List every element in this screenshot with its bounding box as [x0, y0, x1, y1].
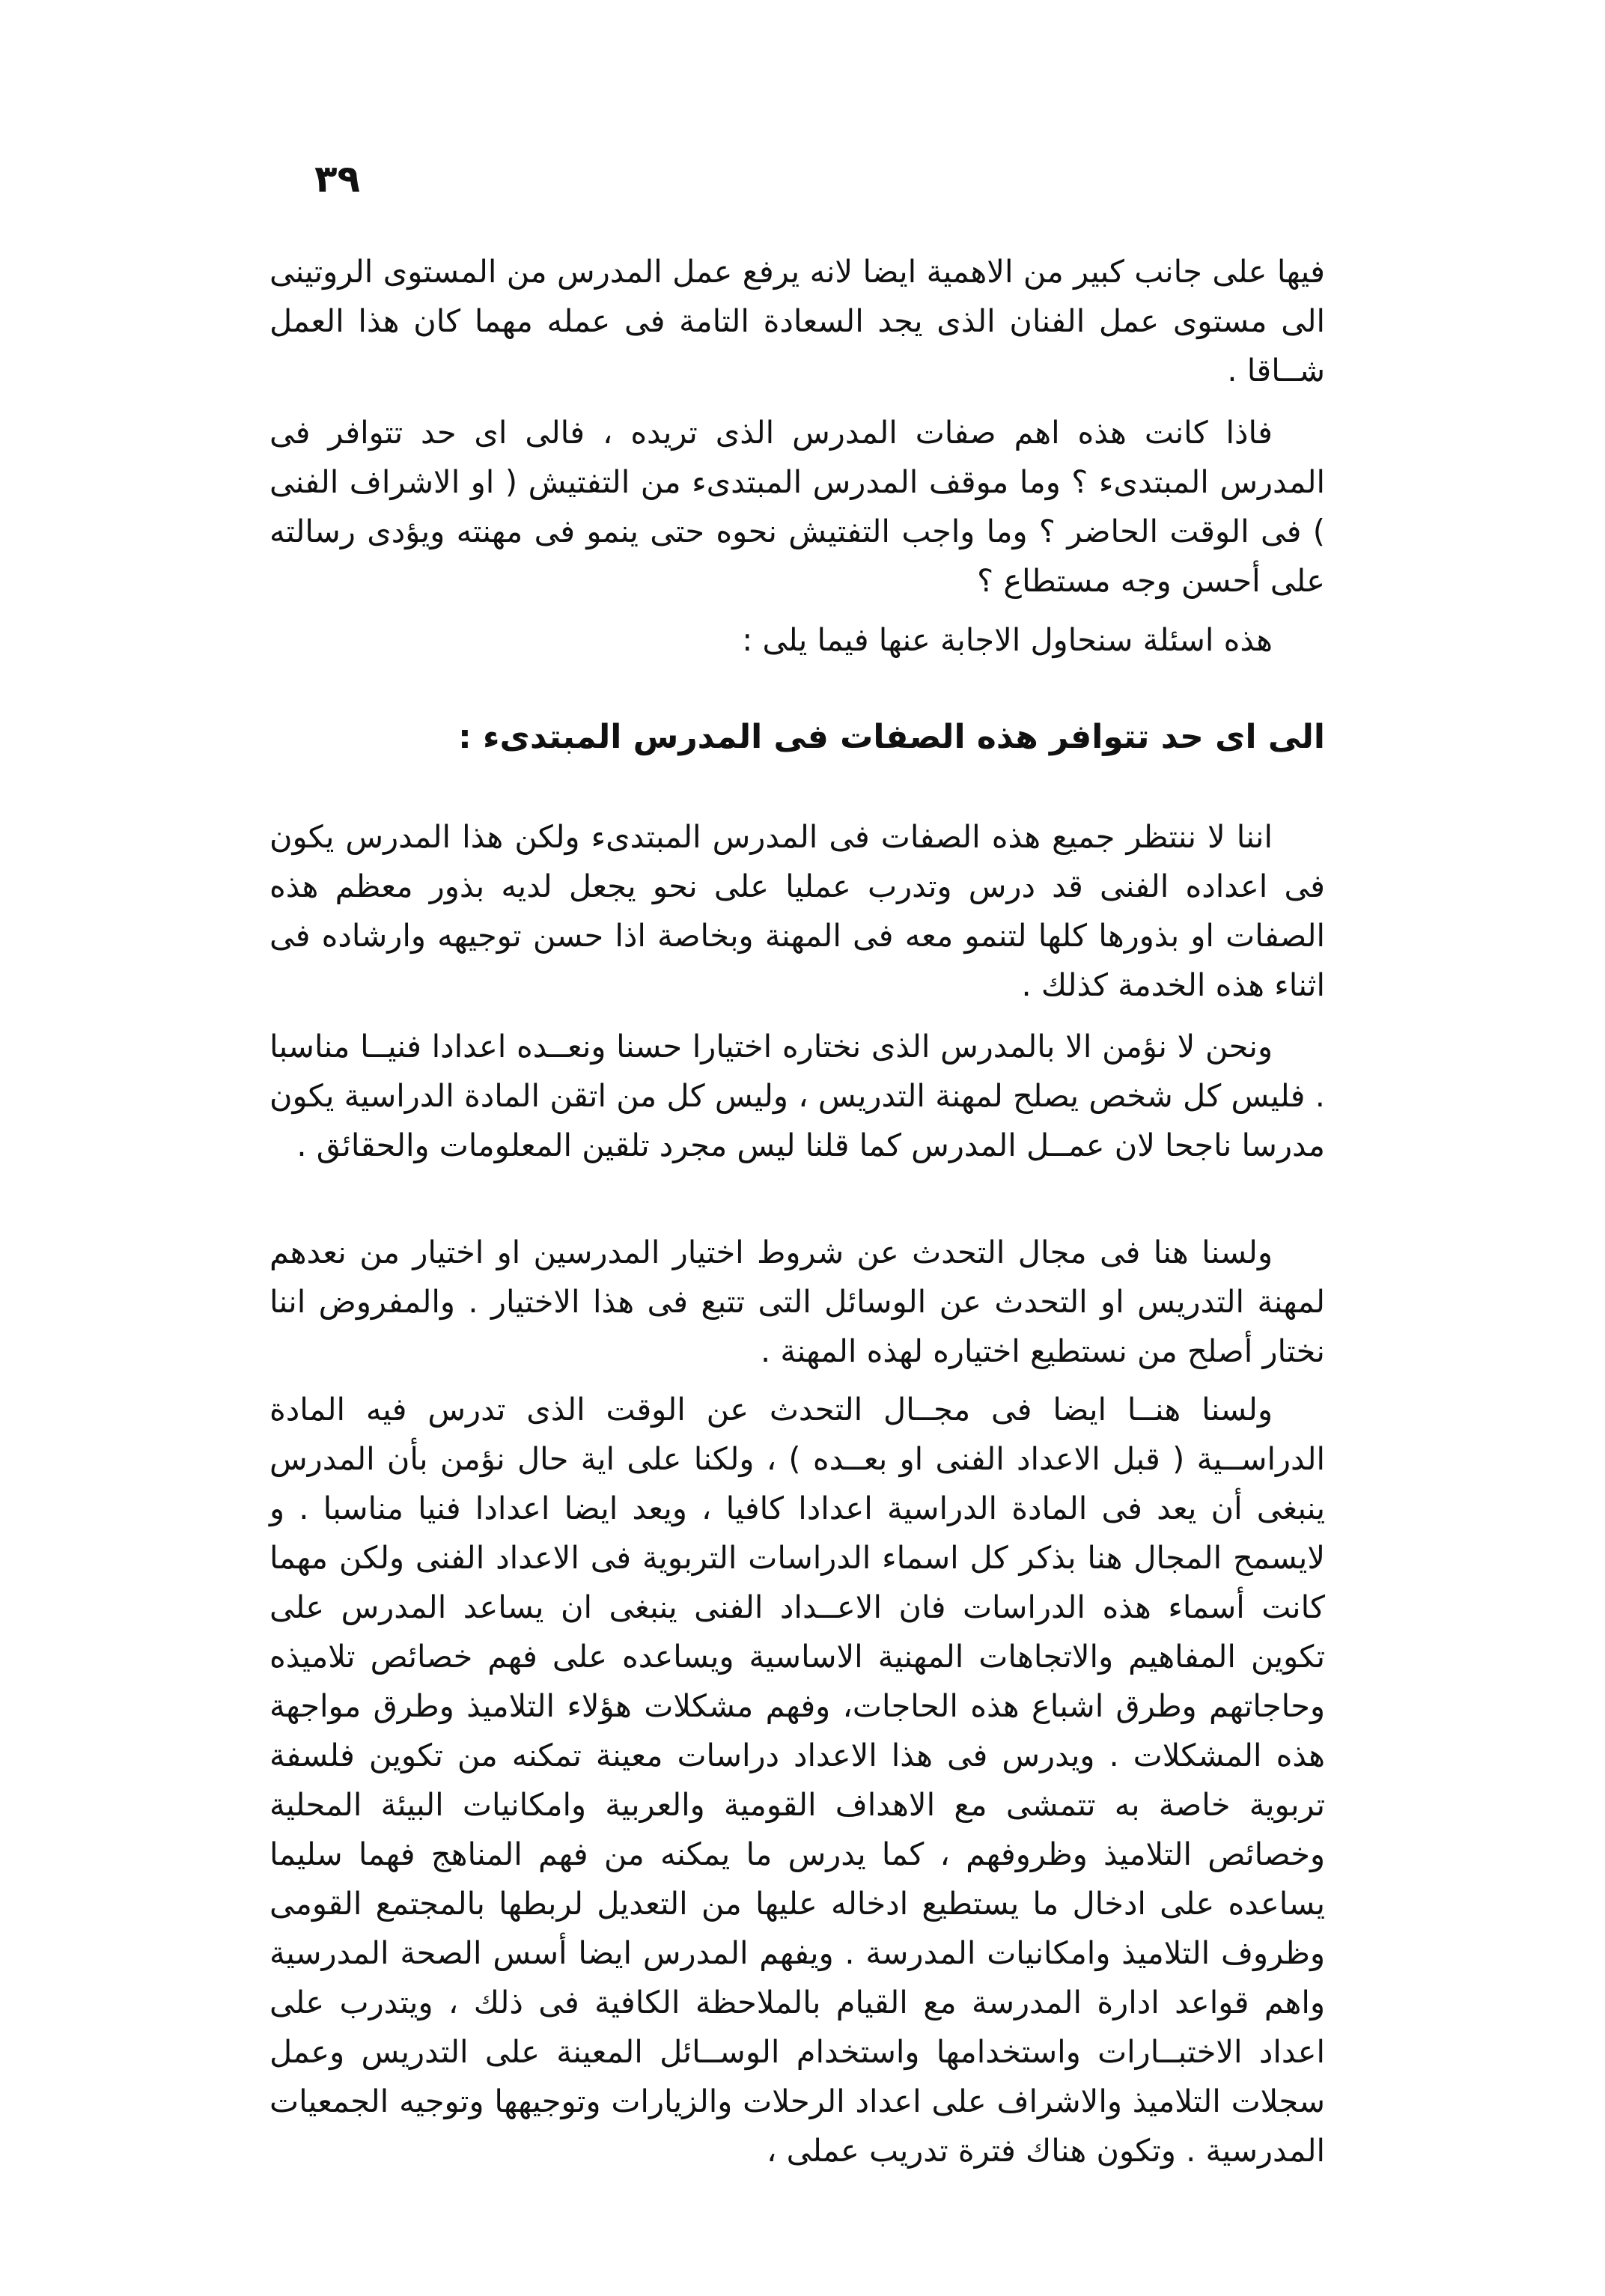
- paragraph-expectations: اننا لا ننتظر جميع هذه الصفات فى المدرس المبتدىء ولكن هذا المدرس يكون فى اعداده الفنى قد درس وتدرب عمليا على نحو يجعل لديه بذور معظم هذه الصفات او بذورها كلها لتنمو معه فى المهنة وبخاصة اذا حسن توجيهه وارشاده فى اثناء هذه الخدمة كذلك .: [269, 818, 1325, 1003]
- paragraph-selection: ونحن لا نؤمن الا بالمدرس الذى نختاره اختيارا حسنا ونعــده اعدادا فنيــا مناسبا . فليس كل شخص يصلح لمهنة التدريس ، وليس كل من اتقن المادة الدراسية يكون مدرسا ناجحا لان عمــل المدرس كما قلنا ليس مجرد تلقين المعلومات والحقائق .: [269, 1028, 1325, 1163]
- paragraph-answer-intro: هذه اسئلة سنحاول الاجابة عنها فيما يلى :: [742, 621, 1273, 658]
- page-number: ٣٩: [314, 157, 361, 201]
- section-heading: الى اى حد تتوافر هذه الصفات فى المدرس المبتدىء :: [458, 718, 1325, 756]
- paragraph-intro-continued: فيها على جانب كبير من الاهمية ايضا لانه يرفع عمل المدرس من المستوى الروتينى الى مستوى عمل الفنان الذى يجد السعادة التامة فى عمله مهما كان هذا العمل شــاقا .: [269, 253, 1325, 389]
- paragraph-preparation: ولسنا هنــا ايضا فى مجــال التحدث عن الوقت الذى تدرس فيه المادة الدراســية ( قبل الاعداد الفنى او بعــده ) ، ولكنا على اية حال نؤمن بأن المدرس ينبغى أن يعد فى المادة الدراسية اعدادا كافيا ، ويعد ايضا اعدادا فنيا مناسبا . و لايسمح المجال هنا بذكر كل اسماء الدراسات التربوية فى الاعداد الفنى ولكن مهما كانت أسماء هذه الدراسات فان الاعــداد الفنى ينبغى ان يساعد المدرس على تكوين المفاهيم والاتجاهات المهنية الاساسية ويساعده على فهم خصائص تلاميذه وحاجاتهم وطرق اشباع هذه الحاجات، وفهم مشكلات هؤلاء التلاميذ وطرق مواجهة هذه المشكلات . ويدرس فى هذا الاعداد دراسات معينة تمكنه من تكوين فلسفة تربوية خاصة به تتمشى مع الاهداف القومية والعربية وامكانيات البيئة المحلية وخصائص التلاميذ وظروفهم ، كما يدرس ما يمكنه من فهم المناهج فهما سليما يساعده على ادخال ما يستطيع ادخاله عليها من التعديل لربطها بالمجتمع القومى وظروف التلاميذ وامكانيات المدرسة . ويفهم المدرس ايضا أسس الصحة المدرسية واهم قواعد ادارة المدرسة مع القيام بالملاحظة الكافية فى ذلك ، ويتدرب على اعداد الاختبــارات واستخدامها واستخدام الوســائل المعينة على التدريس وعمل سجلات التلاميذ والاشراف على اعداد الرحلات والزيارات وتوجيهها وتوجيه الجمعيات المدرسية . وتكون هناك فترة تدريب عملى ،: [269, 1391, 1325, 2169]
- paragraph-selection-scope: ولسنا هنا فى مجال التحدث عن شروط اختيار المدرسين او اختيار من نعدهم لمهنة التدريس او التحدث عن الوسائل التى تتبع فى هذا الاختيار . والمفروض اننا نختار أصلح من نستطيع اختياره لهذه المهنة .: [269, 1234, 1325, 1369]
- paragraph-questions: فاذا كانت هذه اهم صفات المدرس الذى تريده ، فالى اى حد تتوافر فى المدرس المبتدىء ؟ وما موقف المدرس المبتدىء من التفتيش ( او الاشراف الفنى ) فى الوقت الحاضر ؟ وما واجب التفتيش نحوه حتى ينمو فى مهنته ويؤدى رسالته على أحسن وجه مستطاع ؟: [269, 414, 1325, 599]
